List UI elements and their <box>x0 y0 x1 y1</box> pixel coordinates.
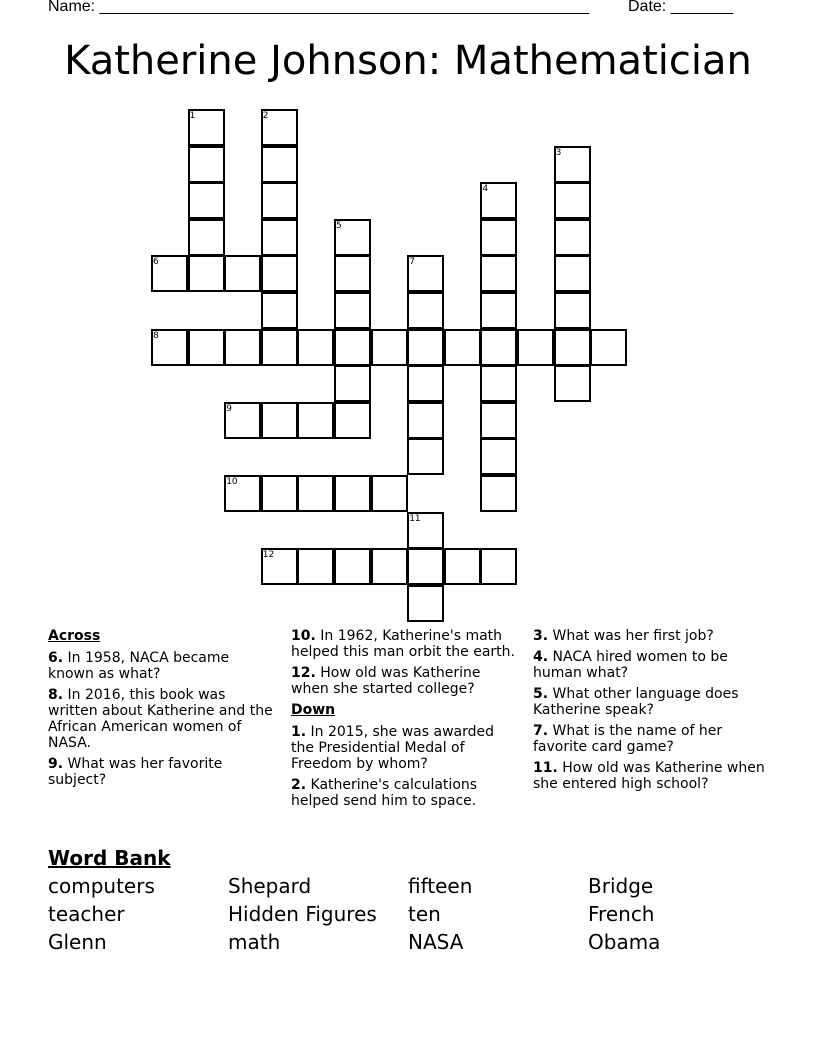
crossword-cell[interactable] <box>224 255 261 292</box>
word-bank-item: Hidden Figures <box>228 902 377 926</box>
crossword-cell[interactable] <box>297 329 334 366</box>
crossword-cell[interactable] <box>334 329 371 366</box>
crossword-cell[interactable] <box>188 219 225 256</box>
down-heading: Down <box>291 702 336 718</box>
crossword-cell[interactable] <box>480 438 517 475</box>
name-field[interactable]: Name: _______________________________________________________ <box>48 0 589 15</box>
clue-number: 10 <box>226 477 238 487</box>
clue-across-12: 12. How old was Katherine when she started college? <box>291 665 481 697</box>
crossword-cell[interactable] <box>261 146 298 183</box>
clue-down-2: 2. Katherine's calculations helped send him to space. <box>291 777 478 809</box>
crossword-cell[interactable] <box>188 255 225 292</box>
clue-number: 8 <box>153 330 159 341</box>
clue-down-7: 7. What is the name of her favorite card game? <box>533 723 723 755</box>
crossword-cell[interactable] <box>407 438 444 475</box>
crossword-cell[interactable] <box>224 329 261 366</box>
crossword-cell[interactable] <box>297 548 334 585</box>
date-field[interactable]: Date: _______ <box>628 0 733 15</box>
clues-column-2 <box>291 628 516 814</box>
crossword-cell[interactable] <box>261 219 298 256</box>
clue-number: 12 <box>262 550 275 561</box>
crossword-cell[interactable] <box>334 402 371 439</box>
crossword-cell[interactable] <box>407 402 444 439</box>
word-bank-title: Word Bank <box>48 846 171 870</box>
crossword-cell[interactable] <box>480 255 517 292</box>
crossword-cell[interactable] <box>261 182 298 219</box>
crossword-cell[interactable] <box>334 365 371 402</box>
clues-column-3 <box>533 628 773 797</box>
crossword-cell[interactable] <box>261 402 298 439</box>
crossword-cell[interactable] <box>480 219 517 256</box>
crossword-cell[interactable] <box>554 182 591 219</box>
word-bank-item: math <box>228 930 281 954</box>
crossword-cell[interactable] <box>480 292 517 329</box>
clue-down-3: 3. What was her first job? <box>533 628 714 644</box>
clue-down-1: 1. In 2015, she was awarded the Presidential Medal of Freedom by whom? <box>291 724 495 772</box>
crossword-cell[interactable] <box>188 146 225 183</box>
clue-number: 9 <box>226 403 232 414</box>
crossword-cell[interactable] <box>444 329 481 366</box>
word-bank-item: French <box>588 902 655 926</box>
word-bank-item: teacher <box>48 902 125 926</box>
crossword-cell[interactable] <box>371 548 408 585</box>
clue-number: 4 <box>482 184 489 195</box>
word-bank-item: Obama <box>588 930 661 954</box>
crossword-cell[interactable] <box>297 402 334 439</box>
crossword-cell[interactable] <box>371 475 408 512</box>
crossword-cell[interactable] <box>334 475 371 512</box>
clues-column-1 <box>48 628 273 793</box>
crossword-cell[interactable] <box>554 292 591 329</box>
clue-number: 3 <box>555 147 562 158</box>
clue-down-4: 4. NACA hired women to be human what? <box>533 649 728 681</box>
crossword-cell[interactable] <box>554 329 591 366</box>
clue-number: 7 <box>409 257 415 268</box>
crossword-cell[interactable] <box>188 329 225 366</box>
clue-across-6: 6. In 1958, NACA became known as what? <box>48 650 230 682</box>
crossword-cell[interactable] <box>297 475 334 512</box>
word-bank-item: computers <box>48 874 155 898</box>
crossword-cell[interactable] <box>261 255 298 292</box>
clue-across-9: 9. What was her favorite subject? <box>48 756 223 788</box>
crossword-cell[interactable] <box>188 182 225 219</box>
crossword-cell[interactable] <box>261 292 298 329</box>
word-bank-item: ten <box>408 902 441 926</box>
clue-number: 11 <box>409 513 421 524</box>
clue-number: 2 <box>262 111 269 121</box>
crossword-cell[interactable] <box>554 219 591 256</box>
crossword-cell[interactable] <box>480 365 517 402</box>
word-bank-item: fifteen <box>408 874 473 898</box>
across-heading: Across <box>48 628 101 644</box>
crossword-cell[interactable] <box>334 255 371 292</box>
crossword-cell[interactable] <box>407 292 444 329</box>
clue-across-10: 10. In 1962, Katherine's math helped this man orbit the earth. <box>291 628 515 660</box>
crossword-cell[interactable] <box>480 475 517 512</box>
crossword-cell[interactable] <box>517 329 554 366</box>
crossword-cell[interactable] <box>261 329 298 366</box>
crossword-cell[interactable] <box>261 475 298 512</box>
word-bank-item: Shepard <box>228 874 312 898</box>
crossword-cell[interactable] <box>334 548 371 585</box>
clue-down-5: 5. What other language does Katherine speak? <box>533 686 739 718</box>
crossword-cell[interactable] <box>554 365 591 402</box>
word-bank-item: Bridge <box>588 874 654 898</box>
crossword-cell[interactable] <box>480 402 517 439</box>
crossword-cell[interactable] <box>334 292 371 329</box>
crossword-cell[interactable] <box>407 585 444 622</box>
clue-number: 5 <box>336 220 342 231</box>
crossword-cell[interactable] <box>444 548 481 585</box>
word-bank-item: Glenn <box>48 930 107 954</box>
crossword-cell[interactable] <box>480 548 517 585</box>
crossword-cell[interactable] <box>590 329 627 366</box>
crossword-cell[interactable] <box>407 329 444 366</box>
crossword-cell[interactable] <box>371 329 408 366</box>
clue-down-11: 11. How old was Katherine when she entered high school? <box>533 760 765 792</box>
crossword-cell[interactable] <box>554 255 591 292</box>
crossword-cell[interactable] <box>480 329 517 366</box>
clue-across-8: 8. In 2016, this book was written about Katherine and the African American women of NASA. <box>48 687 273 751</box>
word-bank-item: NASA <box>408 930 464 954</box>
clue-number: 6 <box>153 257 159 268</box>
page-title: Katherine Johnson: Mathematician <box>64 38 752 84</box>
crossword-cell[interactable] <box>407 548 444 585</box>
crossword-cell[interactable] <box>407 365 444 402</box>
word-bank <box>48 874 788 954</box>
clue-number: 1 <box>189 111 196 121</box>
